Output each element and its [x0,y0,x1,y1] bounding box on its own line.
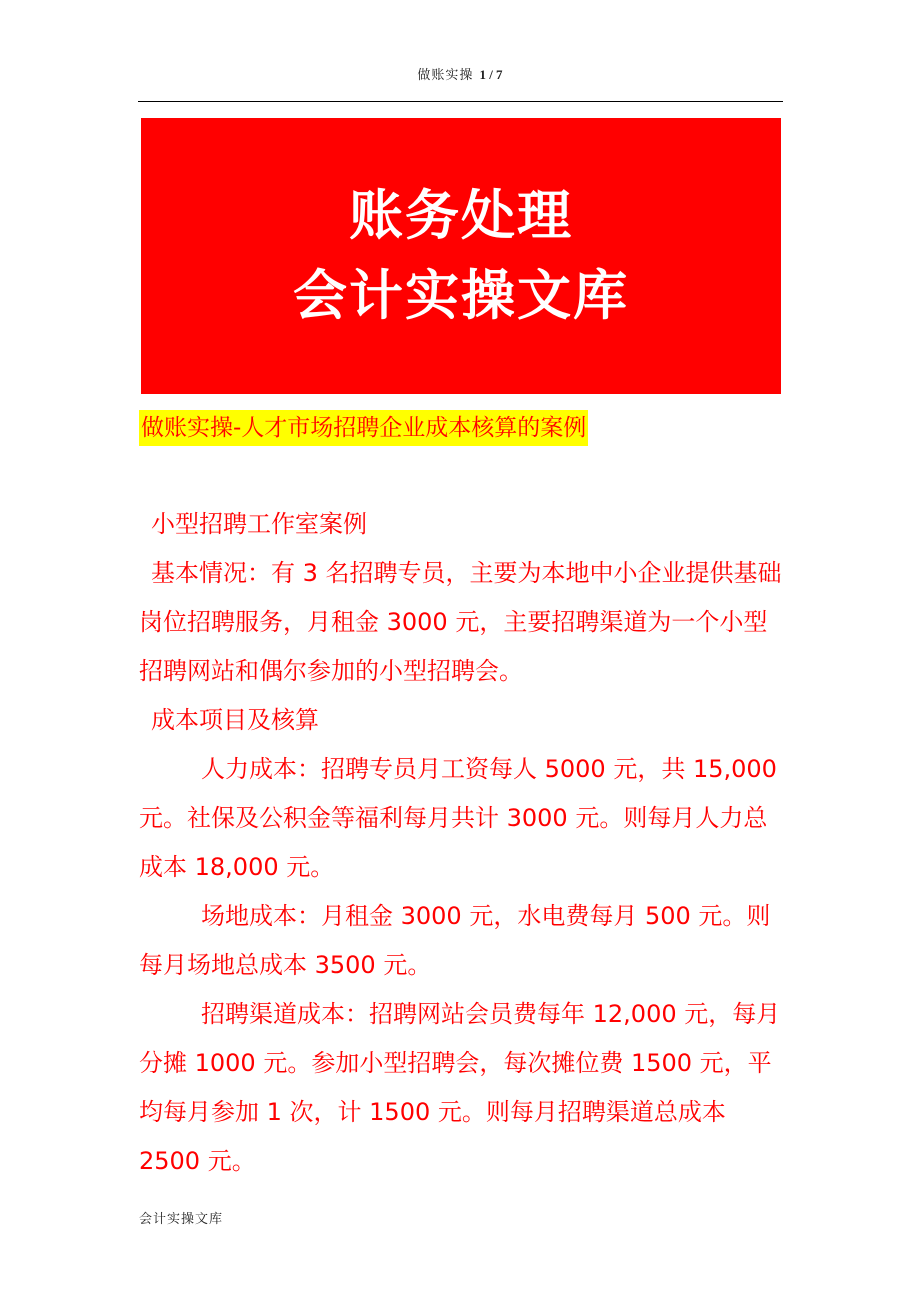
header-divider [138,101,783,102]
page-indicator: 1 / 7 [479,67,503,82]
section-heading-cost-items: 成本项目及核算 [151,706,319,734]
banner-line-1: 账务处理 [349,184,573,247]
paragraph-basic-info: 基本情况：有 3 名招聘专员，主要为本地中小企业提供基础岗位招聘服务，月租金 3000 元，主要招聘渠道为一个小型招聘网站和偶尔参加的小型招聘会。 [139,559,782,685]
header-title: 做账实操 [417,68,474,83]
paragraph-venue-cost: 场地成本：月租金 3000 元，水电费每月 500 元。则每月场地总成本 3500 元。 [139,902,771,979]
document-title: 做账实操-人才市场招聘企业成本核算的案例 [139,410,588,446]
page-footer: 会计实操文库 [139,1212,224,1227]
paragraph-channel-cost: 招聘渠道成本：招聘网站会员费每年 12,000 元，每月分摊 1000 元。参加小型招聘会，每次摊位费 1500 元，平均每月参加 1 次，计 1500 元。则每月招聘渠道总成本 2500 元。 [139,1000,781,1175]
title-banner [141,118,781,394]
document-body [139,500,785,1186]
page-header [0,64,920,83]
section-heading-case: 小型招聘工作室案例 [151,510,367,538]
paragraph-labor-cost: 人力成本：招聘专员月工资每人 5000 元，共 15,000 元。社保及公积金等福利每月共计 3000 元。则每月人力总成本 18,000 元。 [139,755,777,881]
banner-line-2: 会计实操文库 [293,264,629,327]
